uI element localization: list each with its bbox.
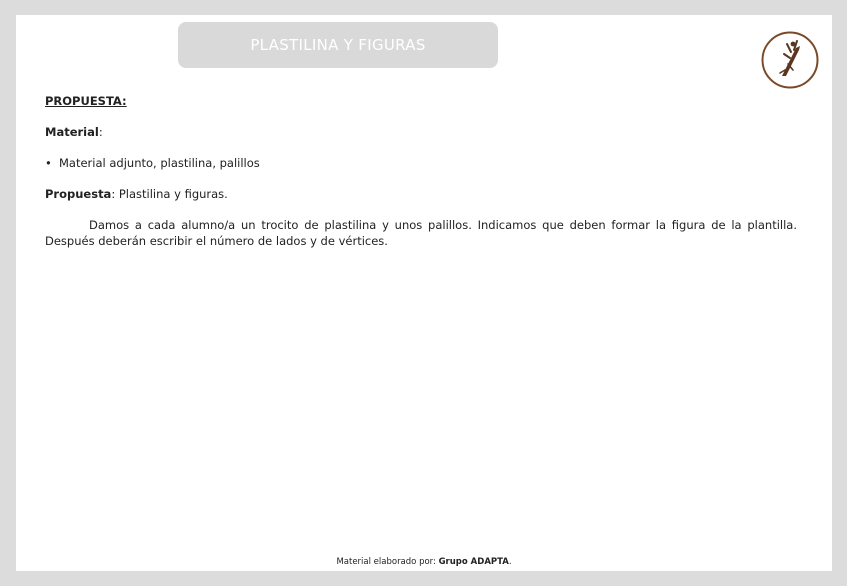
material-colon: : [98,125,103,139]
bullet-icon: • [45,156,52,170]
footer-credit [16,557,832,567]
proposal-text: : Plastilina y figuras. [111,187,228,201]
proposal-line [45,186,797,202]
page-title: PLASTILINA Y FIGURAS [250,36,426,54]
document-content [45,93,797,249]
footer-prefix: Material elaborado por: [336,557,439,567]
list-item [45,155,797,171]
logo-graphic [760,30,820,90]
proposal-label: Propuesta [45,187,112,201]
footer-group: Grupo ADAPTA [438,557,509,567]
pen-figure-logo-icon [760,30,820,90]
material-line [45,124,797,140]
section-heading: PROPUESTA: [45,94,127,108]
page-title-bar [178,22,498,68]
description-paragraph: Damos a cada alumno/a un trocito de plastilina y unos palillos. Indicamos que deben formar la figura de la plantilla. Después deberán escribir el número de lados y de vértices. [45,218,797,248]
materials-list [45,155,797,171]
material-label: Material [45,125,99,139]
footer-suffix: . [508,557,512,567]
material-item-text: Material adjunto, plastilina, palillos [59,156,260,170]
document-page [16,15,832,571]
